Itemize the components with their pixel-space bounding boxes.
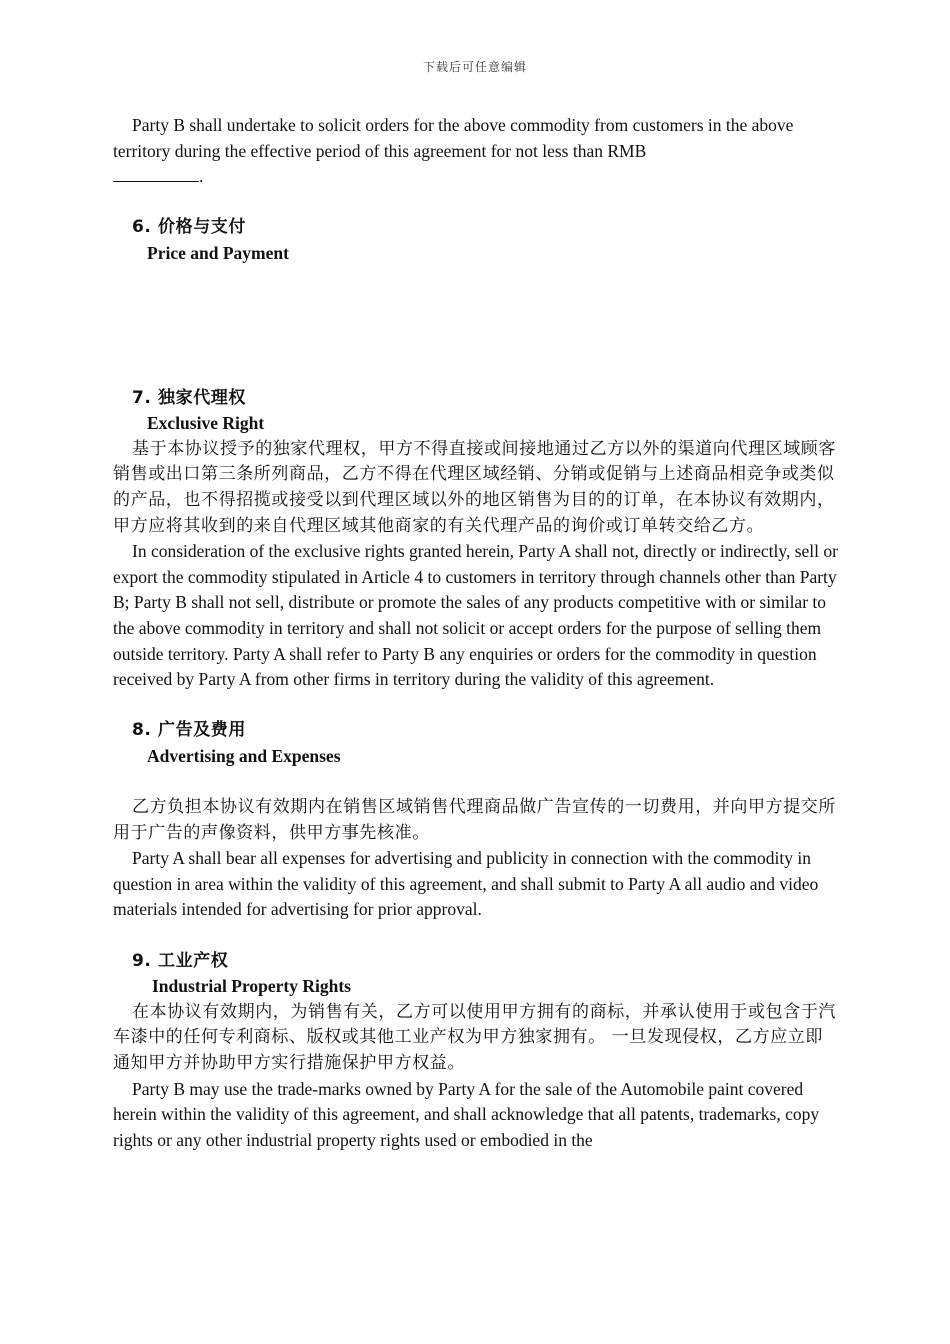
section6-title-zh: 6. 价格与支付 [132, 217, 247, 238]
section8-paragraph-en: Party A shall bear all expenses for advertising and publicity in connection with the commodity in question in area within the validity of this agreement, and shall submit to Party A all audio and video materials intended for advertising for prior approval. [113, 848, 819, 920]
section7-title-zh: 7. 独家代理权 [132, 387, 247, 408]
section7-title-en: Exclusive Right [147, 413, 265, 434]
section5-end: . [199, 166, 204, 187]
section9-paragraph-zh: 在本协议有效期内，为销售有关，乙方可以使用甲方拥有的商标，并承认使用于或包含于汽车漆中的任何专利商标、版权或其他工业产权为甲方独家拥有。 一旦发现侵权，乙方应立即通知甲方并协助甲方实行措施保护甲方权益。 [113, 1001, 836, 1073]
section5-paragraph [113, 113, 838, 190]
amount-blank [113, 165, 199, 182]
section6-title-en: Price and Payment [147, 242, 289, 263]
section7-paragraph-zh: 基于本协议授予的独家代理权，甲方不得直接或间接地通过乙方以外的渠道向代理区域顾客销售或出口第三条所列商品，乙方不得在代理区域经销、分销或促销与上述商品相竞争或类似的产品，也不得招揽或接受以到代理区域以外的地区销售为目的的订单，在本协议有效期内，甲方应将其收到的来自代理区域其他商家的有关代理产品的询价或订单转交给乙方。 [113, 438, 836, 536]
page-header: 下载后可任意编辑 [422, 60, 527, 74]
section9-paragraph-en: Party B may use the trade-marks owned by Party A for the sale of the Automobile paint covered herein within the validity of this agreement, and shall acknowledge that all patents, trademarks, copy rights or any other industrial property rights used or embodied in the [113, 1078, 820, 1150]
document-body [113, 113, 838, 1153]
section7-paragraph-en: In consideration of the exclusive rights granted herein, Party A shall not, directly or indirectly, sell or export the commodity stipulated in Article 4 to customers in territory through channels other than Party B; Party B shall not sell, distribute or promote the sales of any products competitive with or similar to the above commodity in territory and shall not solicit or accept orders for the purpose of selling them outside territory. Party A shall refer to Party B any enquiries or orders for the commodity in question received by Party A from other firms in territory during the validity of this agreement. [113, 541, 838, 690]
section5-text: Party B shall undertake to solicit orders for the above commodity from customers in the above territory during the effective period of this agreement for not less than RMB [113, 115, 794, 161]
section8-title-en: Advertising and Expenses [147, 745, 341, 766]
section9-title-en: Industrial Property Rights [152, 976, 351, 997]
section8-title-zh: 8. 广告及费用 [132, 720, 247, 741]
section9-title-zh: 9. 工业产权 [132, 950, 229, 971]
section8-paragraph-zh: 乙方负担本协议有效期内在销售区域销售代理商品做广告宣传的一切费用，并向甲方提交所用于广告的声像资料，供甲方事先核准。 [113, 797, 836, 843]
